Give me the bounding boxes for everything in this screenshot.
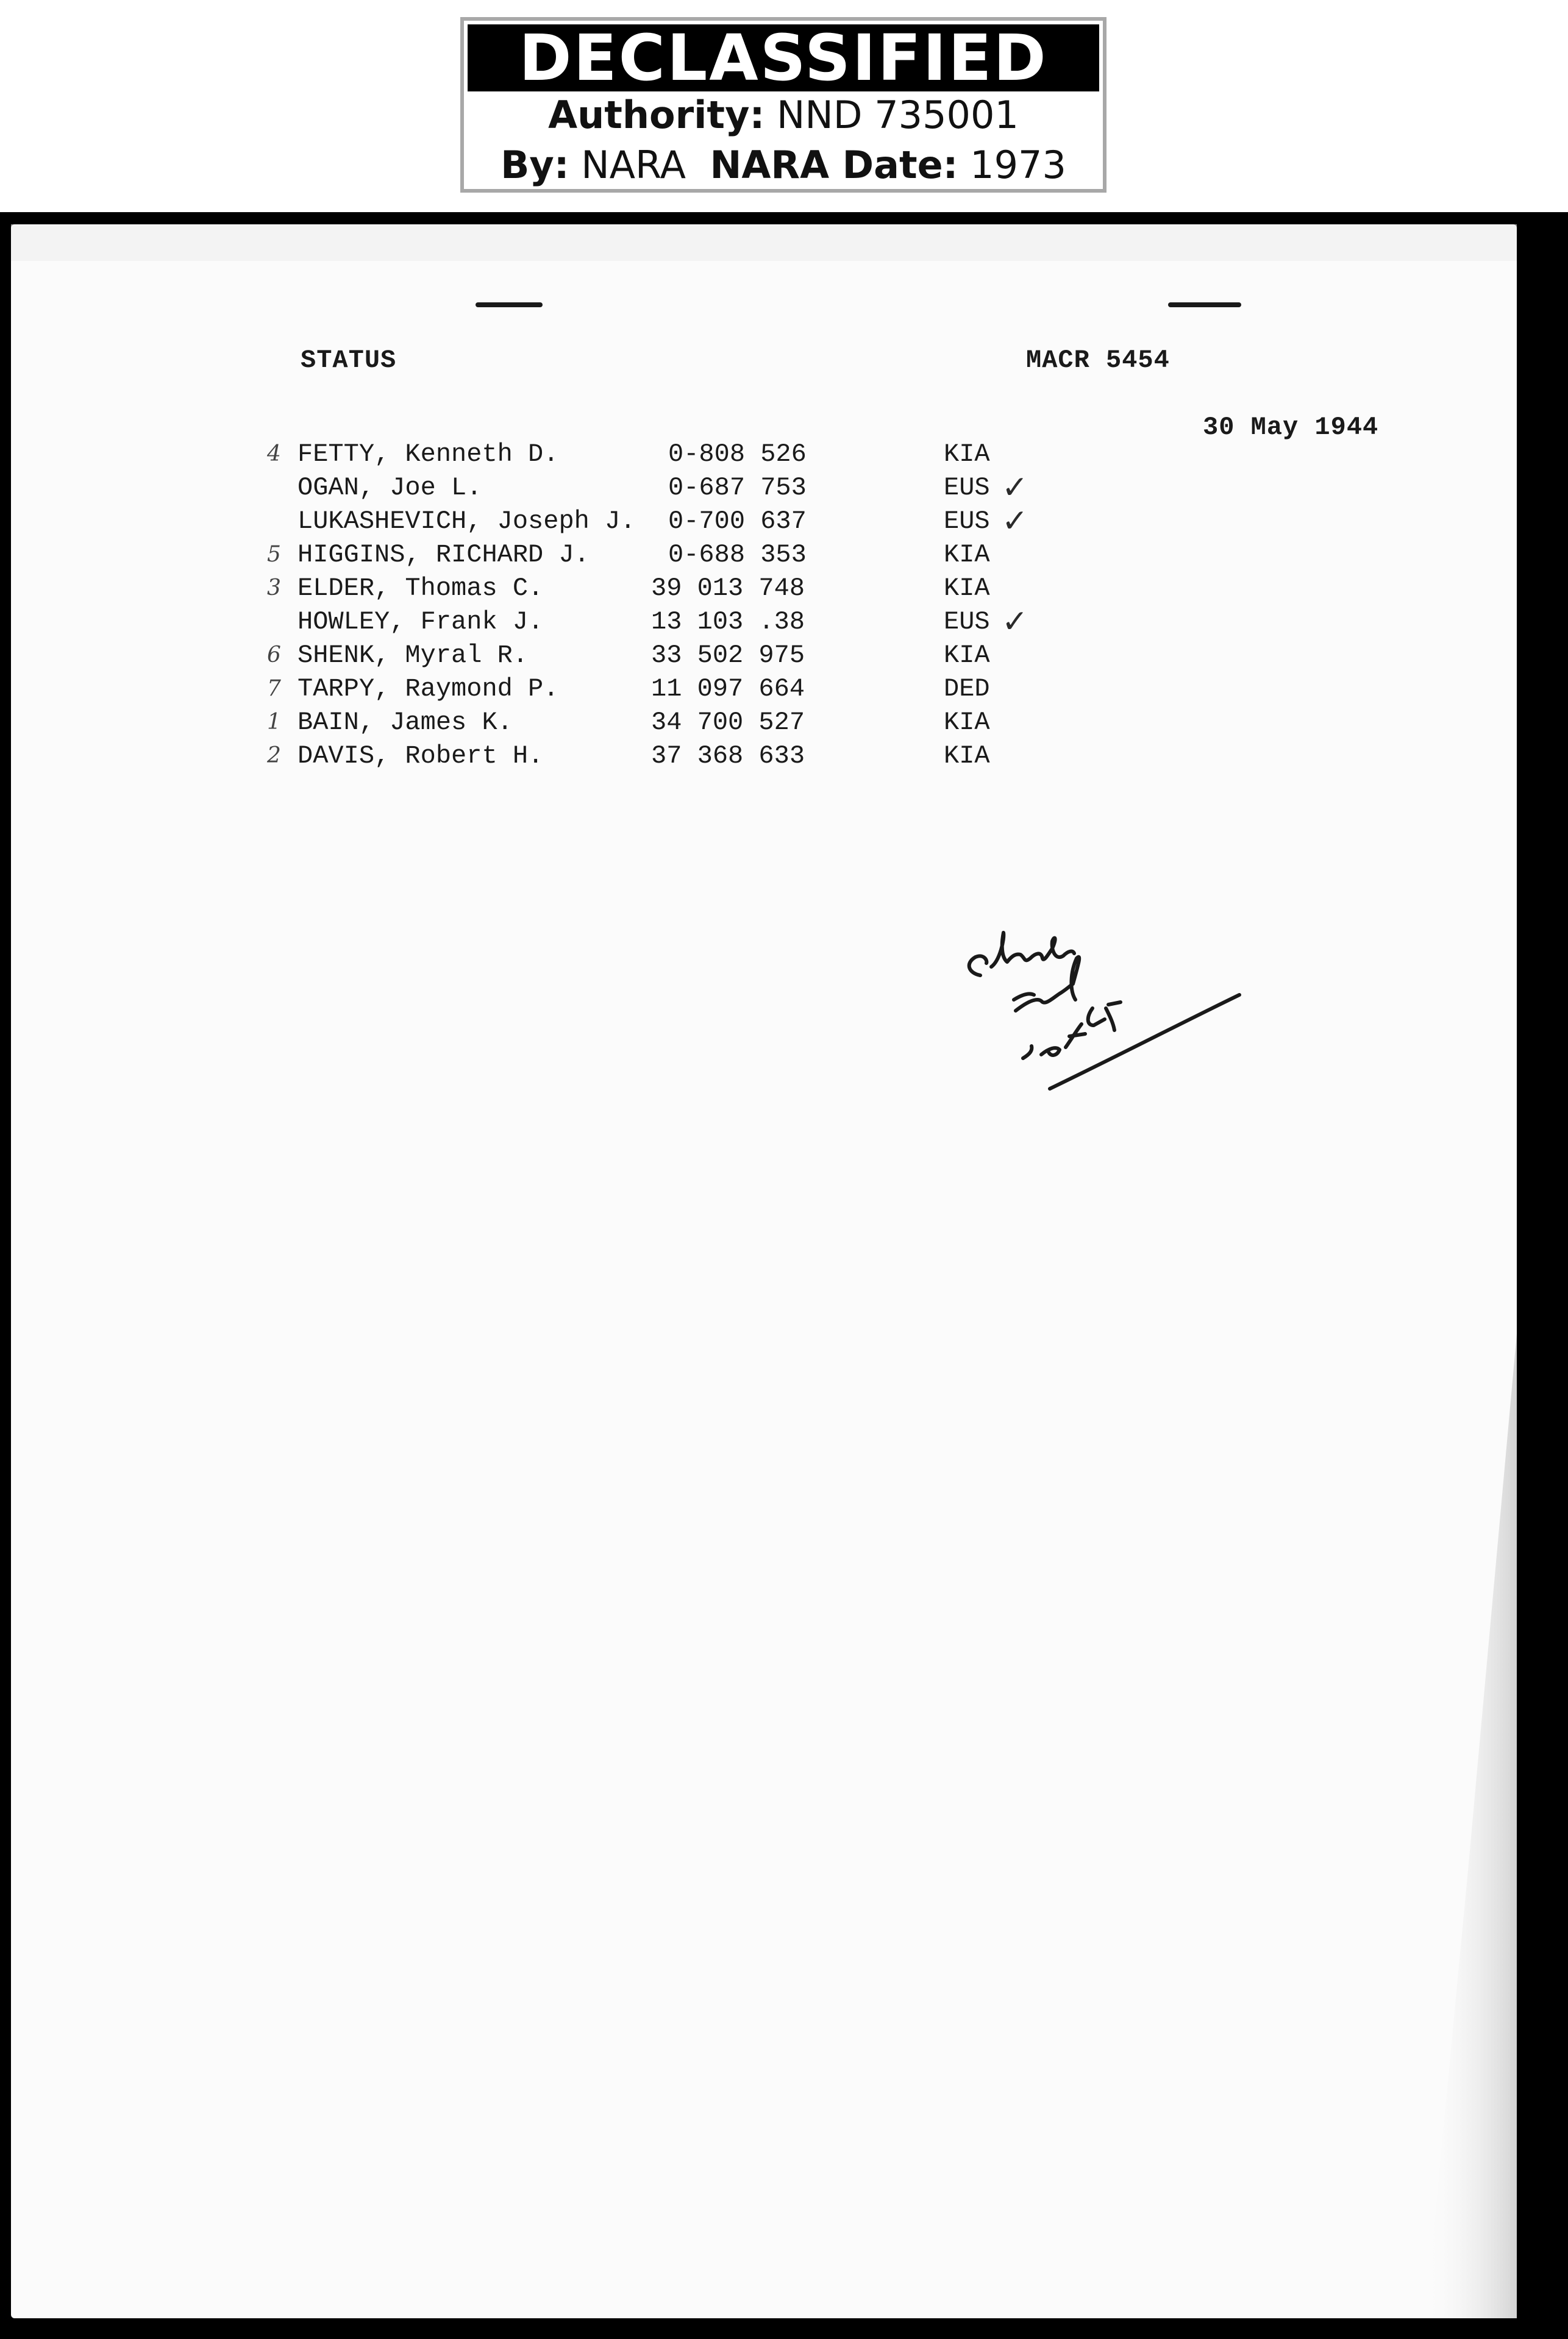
stamp-by-value: NARA (581, 143, 686, 187)
casualty-status: KIA (944, 641, 990, 670)
declassified-stamp (460, 17, 1107, 193)
handwritten-order-number: 2 (267, 743, 281, 768)
casualty-status: EUS (944, 473, 990, 502)
casualty-status: EUS (944, 507, 990, 536)
casualty-status: KIA (944, 741, 990, 771)
serial-number: 0-808 526 (668, 440, 807, 469)
casualty-status: KIA (944, 540, 990, 569)
crew-name: ELDER, Thomas C. (298, 574, 544, 603)
serial-number: 34 700 527 (651, 708, 805, 737)
serial-number: 13 103 .38 (651, 607, 805, 636)
stamp-date-label: NARA Date: (710, 143, 958, 187)
document-page (11, 224, 1517, 2318)
handwritten-order-number: 5 (267, 542, 281, 567)
crew-name: HIGGINS, RICHARD J. (298, 540, 590, 569)
casualty-status: KIA (944, 440, 990, 469)
crew-name: BAIN, James K. (298, 708, 513, 737)
casualty-status: KIA (944, 708, 990, 737)
staple-mark-left (476, 302, 543, 307)
handwritten-order-number: 1 (267, 710, 281, 735)
crew-name: HOWLEY, Frank J. (298, 607, 544, 636)
serial-number: 11 097 664 (651, 674, 805, 703)
casualty-status: EUS (944, 607, 990, 636)
handwritten-order-number: 3 (267, 575, 281, 600)
crew-name: LUKASHEVICH, Joseph J. (298, 507, 636, 536)
stamp-title: DECLASSIFIED (468, 24, 1099, 91)
handwritten-order-number: 4 (267, 441, 281, 466)
checkmark-icon: ✓ (1002, 603, 1028, 640)
checkmark-icon: ✓ (1002, 503, 1028, 539)
handwritten-order-number: 6 (267, 643, 281, 668)
serial-number: 33 502 975 (651, 641, 805, 670)
checkmark-icon: ✓ (1002, 469, 1028, 506)
crew-name: SHENK, Myral R. (298, 641, 529, 670)
document-heading: STATUS (301, 346, 397, 375)
casualty-status: DED (944, 674, 990, 703)
stamp-date-value: 1973 (970, 143, 1066, 187)
casualty-status: KIA (944, 574, 990, 603)
macr-reference: MACR 5454 (1026, 346, 1170, 375)
handwritten-order-number: 7 (267, 676, 281, 701)
scanned-document (0, 212, 1568, 2339)
crew-name: DAVIS, Robert H. (298, 741, 544, 771)
serial-number: 0-700 637 (668, 507, 807, 536)
page-edge-shading (11, 224, 1517, 2318)
handwritten-note (944, 895, 1261, 1099)
handwritten-note-graphic (944, 895, 1261, 1096)
document-date: 30 May 1944 (1203, 413, 1379, 442)
crew-name: OGAN, Joe L. (298, 473, 482, 502)
stamp-authority-label: Authority: (548, 93, 765, 137)
crew-name: TARPY, Raymond P. (298, 674, 559, 703)
stamp-by-line (464, 143, 1103, 187)
staple-mark-right (1168, 302, 1241, 307)
stamp-authority-value: NND 735001 (777, 93, 1019, 137)
serial-number: 39 013 748 (651, 574, 805, 603)
serial-number: 0-688 353 (668, 540, 807, 569)
crew-name: FETTY, Kenneth D. (298, 440, 559, 469)
stamp-by-label: By: (501, 143, 569, 187)
stamp-authority-line (464, 93, 1103, 137)
serial-number: 37 368 633 (651, 741, 805, 771)
serial-number: 0-687 753 (668, 473, 807, 502)
